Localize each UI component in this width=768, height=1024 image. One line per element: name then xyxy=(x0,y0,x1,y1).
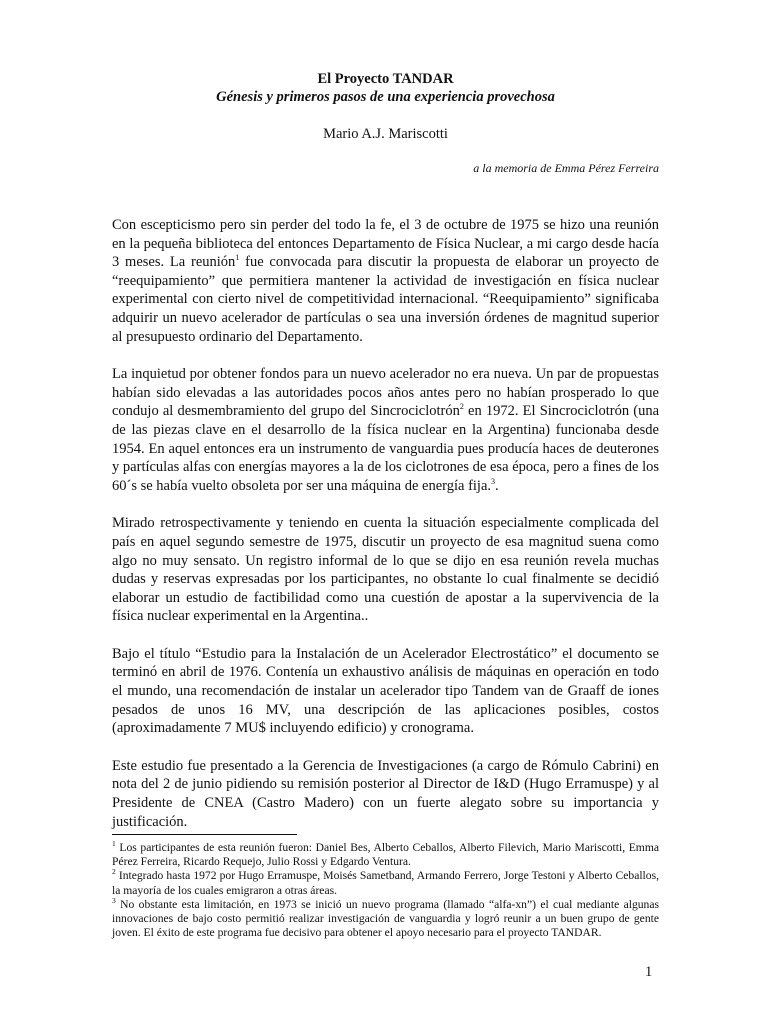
author-name: Mario A.J. Mariscotti xyxy=(323,126,448,142)
footnote-divider xyxy=(112,834,297,835)
footnote-text: Los participantes de esta reunión fueron: Daniel Bes, Alberto Ceballos, Alberto Filevich, Mario Mariscotti, Emma Pérez Ferreira, Ricardo Requejo, Julio Rossi y Edgardo Ventura. xyxy=(112,841,659,869)
footnote-number: 2 xyxy=(112,867,116,877)
paragraph-2 xyxy=(112,365,659,495)
document-page xyxy=(112,70,659,850)
footnote-ref-2: 2 xyxy=(459,402,464,412)
paragraph-1 xyxy=(112,216,659,346)
document-subtitle: Génesis y primeros pasos de una experiencia provechosa xyxy=(216,89,555,105)
footnote-text: No obstante esta limitación, en 1973 se inició un nuevo programa (llamado “alfa-xn”) el cual mediante algunas innovaciones de bajo costo permitió realizar investigación de vanguardia y logró reunir a un buen grupo de gente joven. El éxito de este programa fue decisivo para obtener el apoyo necesario para el proyecto TANDAR. xyxy=(112,897,659,940)
paragraph-1-text-a: Con escepticismo pero sin perder del todo la fe, el 3 de octubre de 1975 se hizo una reunión en la pequeña biblioteca del entonces Departamento de Física Nuclear, a mi cargo desde hacía 3 meses. La reunión xyxy=(112,217,659,271)
document-title: El Proyecto TANDAR xyxy=(317,71,454,87)
paragraph-4: Bajo el título “Estudio para la Instalación de un Acelerador Electrostático” el documento se terminó en abril de 1976. Contenía un exhaustivo análisis de máquinas en operación en todo el mundo, una recomendación de instalar un acelerador tipo Tandem van de Graaff de iones pesados de unos 16 MV, una descripción de las aplicaciones posibles, costos (aproximadamente 7 MU$ incluyendo edificio) y cronograma. xyxy=(112,645,659,737)
paragraph-2-text-b: en 1972. El Sincrociclotrón (una de las piezas clave en el desarrollo de la física nuclear en la Argentina) funcionaba desde 1954. En aquel entonces era un instrumento de vanguardia pues producía haces de deuterones y partículas alfas con energías mayores a la de los ciclotrones de esa época, pero a fines de los 60´s se había vuelto obsoleta por ser una máquina de energía fija. xyxy=(112,403,660,494)
footnote-2 xyxy=(112,869,659,897)
page-number: 1 xyxy=(645,964,653,980)
footnote-number: 1 xyxy=(112,839,116,849)
footnote-3 xyxy=(112,895,659,941)
footnote-number: 3 xyxy=(112,895,116,905)
paragraph-1-text-b: fue convocada para discutir la propuesta de elaborar un proyecto de “reequipamiento” que permitiera mantener la actividad de investigación en física nuclear experimental con cierto nivel de competitividad internacional. “Reequipamiento” significaba adquirir un nuevo acelerador de partículas o sea una inversión órdenes de magnitud superior al presupuesto ordinario del Departamento. xyxy=(112,254,659,345)
paragraph-2-text-c: . xyxy=(495,477,499,494)
dedication: a la memoria de Emma Pérez Ferreira xyxy=(473,161,659,175)
document-body xyxy=(112,216,659,831)
footnote-1 xyxy=(112,841,659,869)
paragraph-2-text-a: La inquietud por obtener fondos para un nuevo acelerador no era nueva. Un par de propuestas habían sido elevadas a las autoridades pocos años antes pero no habían prosperado lo que condujo al desmembramiento del grupo del Sincrociclotrón xyxy=(112,366,659,420)
footnote-ref-1: 1 xyxy=(235,253,240,263)
footnotes-section xyxy=(112,834,659,940)
footnote-ref-3: 3 xyxy=(491,476,496,486)
paragraph-3: Mirado retrospectivamente y teniendo en cuenta la situación especialmente complicada del país en aquel segundo semestre de 1975, discutir un proyecto de esa magnitud suena como algo no muy sensato. Un registro informal de lo que se dijo en esa reunión revela muchas dudas y reservas expresadas por los participantes, no obstante lo cual finalmente se decidió elaborar un estudio de factibilidad como una cuestión de apostar a la supervivencia de la física nuclear experimental en la Argentina.. xyxy=(112,515,659,625)
paragraph-5: Este estudio fue presentado a la Gerencia de Investigaciones (a cargo de Rómulo Cabrini) en nota del 2 de junio pidiendo su remisión posterior al Director de I&D (Hugo Erramuspe) y al Presidente de CNEA (Castro Madero) con un fuerte alegato sobre su importancia y justificación. xyxy=(112,757,659,830)
footnote-text: Integrado hasta 1972 por Hugo Erramuspe, Moisés Sametband, Armando Ferrero, Jorge Testoni y Alberto Ceballos, la mayoría de los cuales emigraron a otras áreas. xyxy=(112,869,659,897)
